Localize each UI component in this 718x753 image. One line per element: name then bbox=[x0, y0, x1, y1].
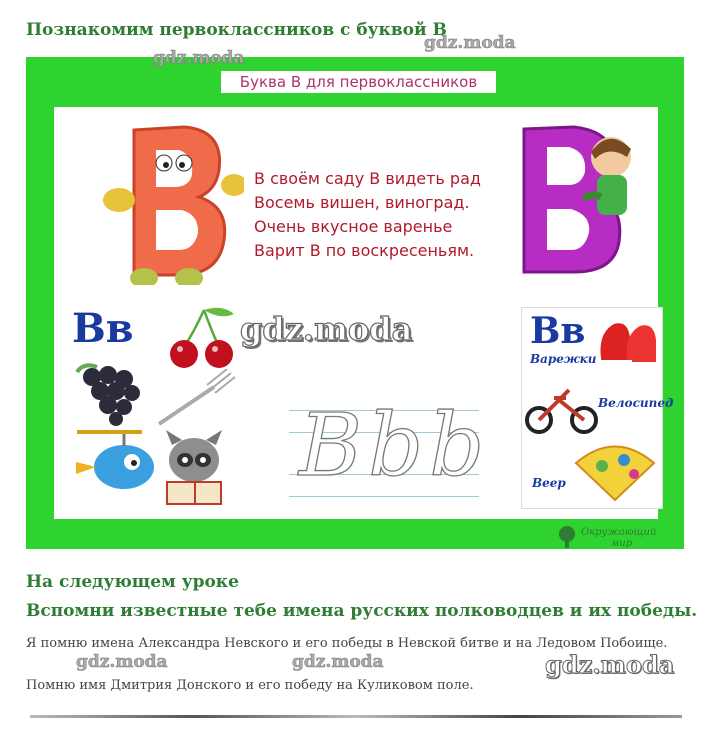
watermark: gdz.moda bbox=[240, 310, 413, 348]
watermark: gdz.moda bbox=[424, 33, 516, 53]
purple-letter-b-girl-illustration bbox=[509, 117, 649, 277]
cherries-icon bbox=[164, 302, 244, 377]
poem-line: Очень вкусное варенье bbox=[254, 217, 453, 236]
lesson-slide-image bbox=[26, 57, 684, 549]
poem-line: Варит В по воскресеньям. bbox=[254, 241, 475, 260]
section-heading-next-lesson: На следующем уроке bbox=[26, 572, 239, 592]
raccoon-reading-icon bbox=[154, 425, 239, 510]
poem-line: Восемь вишен, виноград. bbox=[254, 193, 470, 212]
answer-line: Помню имя Дмитрия Донского и его победу на Куликовом поле. bbox=[26, 678, 474, 693]
bicycle-icon bbox=[524, 380, 602, 435]
poem-line: В своём саду В видеть рад bbox=[254, 169, 481, 188]
right-words-panel bbox=[521, 307, 674, 509]
word-label: Варежки bbox=[530, 352, 597, 366]
task-heading: Вспомни известные тебе имена русских полководцев и их победы. bbox=[26, 601, 698, 621]
helicopter-icon bbox=[72, 422, 162, 502]
bottom-divider bbox=[30, 715, 682, 718]
slide-title: Буква В для первоклассников bbox=[221, 71, 496, 93]
fork-icon bbox=[149, 369, 239, 429]
watermark: gdz.moda bbox=[545, 650, 675, 679]
logo-line: мир bbox=[611, 538, 633, 549]
logo-text bbox=[581, 527, 656, 549]
answer-line: Я помню имена Александра Невского и его победы в Невской битве и на Ледовом Побоище. bbox=[26, 636, 668, 651]
letters-bv-right: Вв bbox=[530, 310, 586, 352]
page-heading: Познакомим первоклассников с буквой В bbox=[26, 20, 447, 40]
watermark: gdz.moda bbox=[76, 652, 168, 672]
poem bbox=[254, 167, 481, 263]
word-label: Веер bbox=[532, 476, 566, 490]
word-label: Велосипед bbox=[598, 396, 674, 410]
fan-icon bbox=[572, 438, 658, 504]
cursive-letters: Bbb bbox=[299, 396, 491, 496]
red-letter-b-character-illustration bbox=[94, 115, 244, 285]
letters-bv-left: Вв bbox=[72, 305, 134, 352]
cursive-writing-lines bbox=[289, 396, 491, 502]
grapes-icon bbox=[72, 357, 152, 427]
logo-line: Окружающий bbox=[581, 527, 657, 538]
mittens-icon bbox=[594, 314, 659, 374]
tree-logo-icon bbox=[556, 526, 578, 548]
watermark: gdz.moda bbox=[153, 48, 245, 68]
watermark: gdz.moda bbox=[292, 652, 384, 672]
